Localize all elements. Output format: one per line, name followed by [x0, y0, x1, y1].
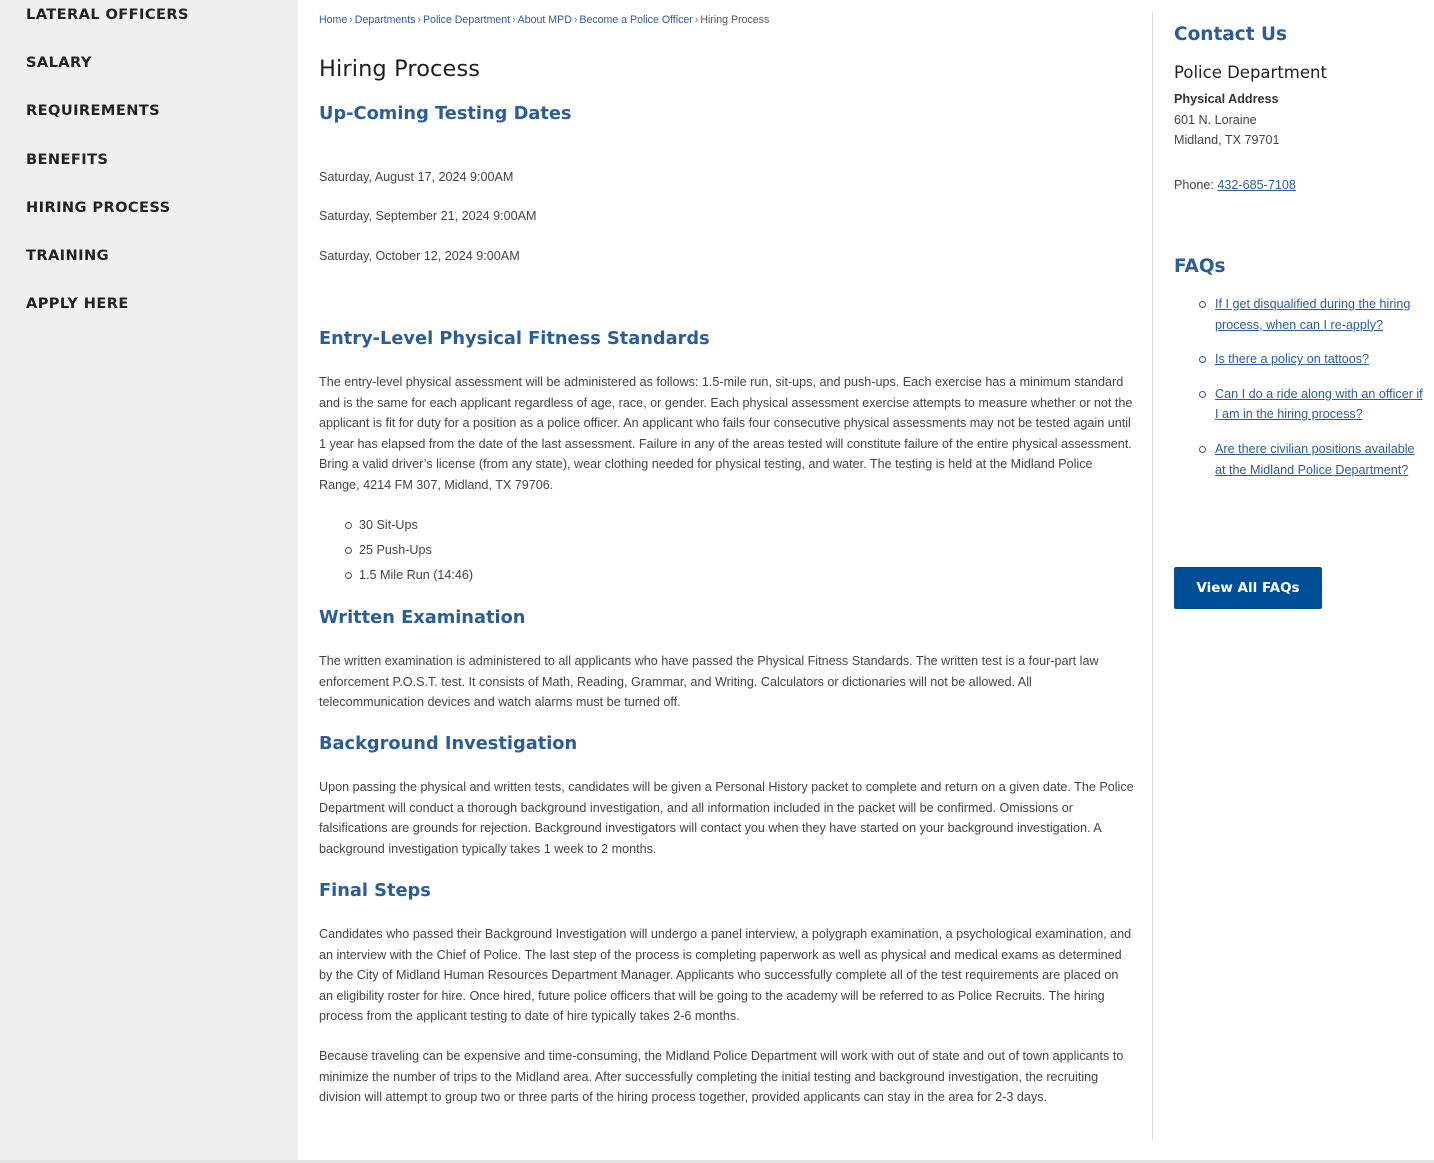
- sidebar-link-salary[interactable]: SALARY: [26, 54, 92, 72]
- sidebar-item-requirements: [0, 101, 298, 149]
- faq-item: [1215, 384, 1423, 425]
- testing-date-3: Saturday, October 12, 2024 9:00AM: [319, 249, 520, 263]
- sidebar-list: [0, 0, 298, 342]
- sidebar-item-apply-here: [0, 294, 298, 342]
- breadcrumb-home[interactable]: Home: [319, 14, 348, 26]
- contact-heading: Contact Us: [1174, 24, 1288, 45]
- breadcrumb-separator: ›: [694, 14, 699, 26]
- background-heading: Background Investigation: [319, 733, 578, 754]
- list-item: 25 Push-Ups: [359, 540, 473, 565]
- sidebar-item-salary: [0, 53, 298, 101]
- faqs-list: [1215, 294, 1423, 494]
- contact-phone: [1174, 178, 1296, 192]
- address-label: Physical Address: [1174, 92, 1279, 106]
- final-steps-body-1: Candidates who passed their Background Investigation will undergo a panel interview, a polygraph examination, a psychological examination, and an interview with the Chief of Police. The last step of the process is completing paperwork as well as physical and medical exams as determined by the City of Midland Human Resources Department Manager. Applicants who successfully complete all of the test requirements are placed on an eligibility roster for hire. Once hired, future police officers that will be going to the academy will be referred to as Police Recruits. The hiring process from the applicant testing to date of hire typically takes 2-6 months.: [319, 927, 1132, 1024]
- fitness-list: [359, 515, 473, 590]
- final-steps-heading: Final Steps: [319, 880, 431, 901]
- breadcrumb-separator: ›: [417, 14, 421, 26]
- final-steps-body-2: Because traveling can be expensive and time-consuming, the Midland Police Department will work with out of state and out of town applicants to minimize the number of trips to the Midland area. After successfully completing the initial testing and background investigation, the recruiting division will attempt to group two or three parts of the hiring process together, provided applicants can stay in the area for 2-3 days.: [319, 1049, 1124, 1105]
- view-all-faqs-button[interactable]: View All FAQs: [1174, 567, 1322, 609]
- sidebar-nav: [0, 0, 298, 1163]
- faq-link-ride-along[interactable]: Can I do a ride along with an officer if I am in the hiring process?: [1215, 386, 1423, 422]
- list-item: 1.5 Mile Run (14:46): [359, 565, 473, 590]
- breadcrumb: [319, 14, 769, 26]
- breadcrumb-separator: ›: [512, 14, 516, 26]
- breadcrumb-about-mpd[interactable]: About MPD: [517, 14, 572, 26]
- contact-department: Police Department: [1174, 63, 1327, 82]
- sidebar-item-lateral-officers: [0, 5, 298, 53]
- fitness-body: The entry-level physical assessment will be administered as follows: 1.5-mile run, sit-ups, and push-ups. Each exercise has a minimum standard and is the same for each applicant regardless of age, race, or gender. Each physical assessment exercise attempts to measure whether or not the applicant is fit for duty for a position as a police officer. An applicant who fails four consecutive physical assessments may not be tested again until 1 year has elapsed from the date of the last assessment. Failure in any of the areas tested will constitute failure of the entire physical assessment. Bring a valid driver’s license (from any state), wear clothing needed for physical testing, and water. The testing is held at the Midland Police Range, 4214 FM 307, Midland, TX 79706.: [319, 375, 1133, 492]
- list-item: 30 Sit-Ups: [359, 515, 473, 540]
- breadcrumb-separator: ›: [573, 14, 578, 26]
- page-title: Hiring Process: [319, 56, 481, 82]
- sidebar-link-lateral-officers[interactable]: LATERAL OFFICERS: [26, 6, 189, 23]
- faq-item: [1215, 439, 1423, 480]
- faq-link-civilian-positions[interactable]: Are there civilian positions available at the Midland Police Department?: [1215, 441, 1415, 477]
- written-exam-heading: Written Examination: [319, 607, 526, 628]
- faqs-heading: FAQs: [1174, 256, 1226, 277]
- column-divider: [1152, 12, 1153, 1140]
- testing-date-2: Saturday, September 21, 2024 9:00AM: [319, 209, 537, 223]
- sidebar-link-apply-here[interactable]: APPLY HERE: [26, 295, 129, 313]
- background-body: Upon passing the physical and written tests, candidates will be given a Personal History packet to complete and return on a given date. The Police Department will conduct a thorough background investigation, and all information included in the packet will be confirmed. Omissions or falsifications are grounds for rejection. Background investigators will contact you when they have started on your background investigation. A background investigation typically takes 1 week to 2 months.: [319, 780, 1134, 856]
- written-exam-body: The written examination is administered to all applicants who have passed the Physical Fitness Standards. The written test is a four-part law enforcement P.O.S.T. test. It consists of Math, Reading, Grammar, and Writing. Calculators or dictionaries will not be allowed. All telecommunication devices and watch alarms must be turned off.: [319, 654, 1099, 710]
- faq-link-reapply[interactable]: If I get disqualified during the hiring process, when can I re-apply?: [1215, 297, 1411, 332]
- breadcrumb-departments[interactable]: Departments: [354, 14, 416, 26]
- fitness-heading: Entry-Level Physical Fitness Standards: [319, 328, 710, 349]
- address-line-1: 601 N. Loraine: [1174, 113, 1257, 127]
- sidebar-item-training: [0, 246, 298, 294]
- testing-dates-heading: Up-Coming Testing Dates: [319, 103, 572, 124]
- sidebar-link-requirements[interactable]: REQUIREMENTS: [26, 102, 161, 120]
- faq-item: [1215, 294, 1423, 335]
- sidebar-item-benefits: [0, 150, 298, 198]
- phone-label: Phone:: [1174, 178, 1214, 192]
- sidebar-item-hiring-process: [0, 198, 298, 246]
- sidebar-link-hiring-process[interactable]: HIRING PROCESS: [26, 198, 171, 216]
- faq-item: [1215, 349, 1423, 370]
- address-line-2: Midland, TX 79701: [1174, 133, 1280, 147]
- breadcrumb-police-department[interactable]: Police Department: [422, 14, 511, 26]
- breadcrumb-become-officer[interactable]: Become a Police Officer: [579, 14, 693, 26]
- breadcrumb-separator: ›: [349, 14, 353, 26]
- faq-link-tattoos[interactable]: Is there a policy on tattoos?: [1215, 352, 1370, 367]
- testing-date-1: Saturday, August 17, 2024 9:00AM: [319, 170, 514, 184]
- breadcrumb-current: Hiring Process: [700, 14, 770, 26]
- sidebar-link-training[interactable]: TRAINING: [26, 246, 109, 264]
- phone-link[interactable]: 432-685-7108: [1217, 178, 1296, 192]
- sidebar-link-benefits[interactable]: BENEFITS: [26, 150, 109, 168]
